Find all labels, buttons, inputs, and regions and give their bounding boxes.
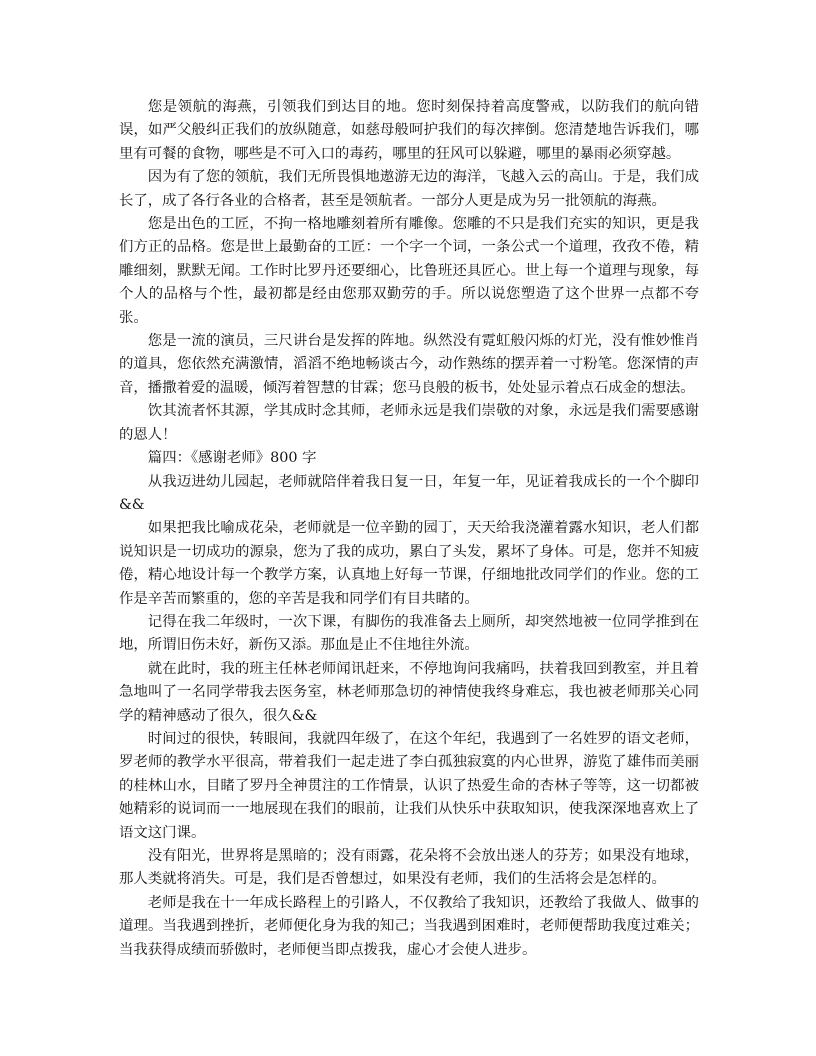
paragraph-guidance: 因为有了您的领航，我们无所畏惧地遨游无边的海洋，飞越入云的高山。于是，我们成长了，成了各行各业的合格者，甚至是领航者。一部分人更是成为另一批领航的海燕。 — [119, 169, 699, 209]
paragraph-second-grade: 记得在我二年级时，一次下课，有脚伤的我准备去上厕所，却突然地被一位同学推到在地，所谓旧伤未好，新伤又添。那血是止不住地往外流。 — [119, 613, 699, 654]
paragraph-actor: 您是一流的演员，三尺讲台是发挥的阵地。纵然没有霓虹般闪烁的灯光，没有惟妙惟肖的道具，您依然充满激情，滔滔不绝地畅谈古今，动作熟练的摆弄着一寸粉笔。您深情的声音，播撒着爱的温暖，倾泻着智慧的甘霖；您马良般的板书，处处显示着点石成金的想法。 — [119, 333, 699, 396]
paragraph-craftsman: 您是出色的工匠，不拘一格地雕刻着所有雕像。您雕的不只是我们充实的知识，更是我们方正的品格。您是世上最勤奋的工匠：一个字一个词，一条公式一个道理，孜孜不倦，精雕细刻，默默无闻。工作时比罗丹还要细心，比鲁班还具匠心。世上每一个道理与现象，每个人的品格与个性，最初都是经由您那双勤劳的手。所以说您塑造了这个世界一点都不夸张。 — [119, 216, 699, 326]
paragraph-kindergarten: 从我迈进幼儿园起，老师就陪伴着我日复一日，年复一年，见证着我成长的一个个脚印&& — [119, 473, 699, 513]
section-heading: 篇四：《感谢老师》800 字 — [147, 450, 317, 467]
paragraph-guide: 老师是我在十一年成长路程上的引路人，不仅教给了我知识，还教给了我做人、做事的道理。当我遇到挫折，老师便化身为我的知己；当我遇到困难时，老师便帮助我度过难关；当我获得成绩而骄傲时，老师便当即点拨我，虚心才会使人进步。 — [119, 894, 699, 958]
paragraph-teacher-luo: 时间过的很快，转眼间，我就四年级了，在这个年纪，我遇到了一名姓罗的语文老师，罗老师的教学水平很高，带着我们一起走进了李白孤独寂寞的内心世界，游览了雄伟而美丽的桂林山水，目睹了罗丹全神贯注的工作情景，认识了热爱生命的杏林子等等，这一切都被她精彩的说词而一一地展现在我们的眼前，让我们从快乐中获取知识，使我深深地喜欢上了语文这门课。 — [119, 730, 699, 841]
paragraph-sunshine: 没有阳光，世界将是黑暗的；没有雨露，花朵将不会放出迷人的芬芳；如果没有地球，那人类就将消失。可是，我们是否曾想过，如果没有老师，我们的生活将会是怎样的。 — [119, 848, 699, 888]
paragraph-gardener: 如果把我比喻成花朵，老师就是一位辛勤的园丁，天天给我浇灌着露水知识，老人们都说知识是一切成功的源泉，您为了我的成功，累白了头发，累坏了身体。可是，您并不知疲倦，精心地设计每一个教学方案，认真地上好每一节课，仔细地批改同学们的作业。您的工作是辛苦而繁重的，您的辛苦是我和同学们有目共睹的。 — [119, 520, 699, 607]
paragraph-petrel: 您是领航的海燕，引领我们到达目的地。您时刻保持着高度警戒，以防我们的航向错误，如严父般纠正我们的放纵随意，如慈母般呵护我们的每次摔倒。您清楚地告诉我们，哪里有可餐的食物，哪些是不可入口的毒药，哪里的狂风可以躲避，哪里的暴雨必须穿越。 — [119, 99, 699, 162]
document-page — [119, 96, 699, 962]
paragraph-gratitude: 饮其流者怀其源，学其成时念其师，老师永远是我们崇敬的对象，永远是我们需要感谢的恩人！ — [119, 403, 699, 443]
paragraph-teacher-lin: 就在此时，我的班主任林老师闻讯赶来，不停地询问我痛吗，扶着我回到教室，并且着急地叫了一名同学带我去医务室，林老师那急切的神情使我终身难忘，我也被老师那关心同学的精神感动了很久，很久&& — [119, 660, 699, 724]
